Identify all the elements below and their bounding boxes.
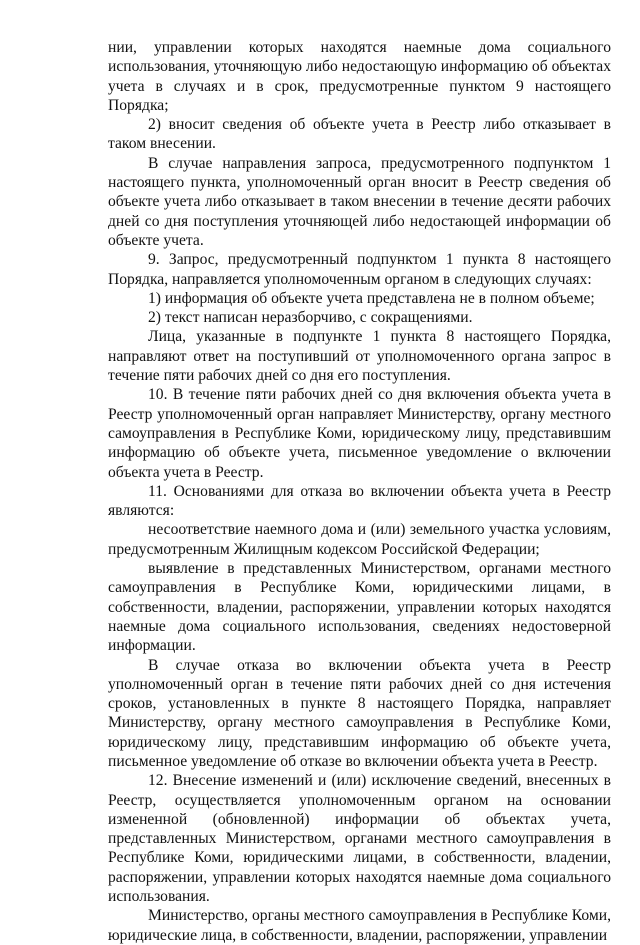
paragraph-item-2: 2) вносит сведения об объекте учета в Реестр либо отказывает в таком внесении.: [108, 116, 611, 153]
paragraph-response: Лица, указанные в подпункте 1 пункта 8 настоящего Порядка, направляют ответ на поступивший от уполномоченного органа запрос в течение пяти рабочих дней со дня его поступления.: [108, 328, 611, 385]
paragraph-ministry: Министерство, органы местного самоуправления в Республике Коми, юридические лица, в собственности, владении, распоряжении, управлении: [108, 907, 611, 944]
paragraph-clause-10: 10. В течение пяти рабочих дней со дня включения объекта учета в Реестр уполномоченный орган направляет Министерству, органу местного самоуправления в Республике Коми, юридическому лицу, представившим информацию об объекте учета, письменное уведомление о включении объекта учета в Реестр.: [108, 386, 611, 481]
paragraph-clause-11-reason-1: несоответствие наемного дома и (или) земельного участка условиям, предусмотренным Жилищным кодексом Российской Федерации;: [108, 521, 611, 558]
paragraph-clause-11: 11. Основаниями для отказа во включении объекта учета в Реестр являются:: [108, 482, 611, 520]
paragraph-clause-9: 9. Запрос, предусмотренный подпунктом 1 пункта 8 настоящего Порядка, направляется уполномоченным органом в следующих случаях:: [108, 251, 611, 288]
paragraph-clause-12: 12. Внесение изменений и (или) исключение сведений, внесенных в Реестр, осуществляется уполномоченным органом на основании измененной (обновленной) информации об объектах учета, представленных Министерством, органами местного самоуправления в Республике Коми, юридическими лицами, в собственности, владении, распоряжении, управлении которых находятся наемные дома социального использования.: [108, 772, 611, 906]
paragraph-refusal-notice: В случае отказа во включении объекта учета в Реестр уполномоченный орган в течение пяти рабочих дней со дня истечения сроков, установленных в пункте 8 настоящего Порядка, направляет Министерству, органу местного самоуправления в Республике Коми, юридическому лицу, представившим информацию об объекте учета, письменное уведомление об отказе во включении объекта учета в Реестр.: [108, 656, 611, 770]
paragraph-continuation: нии, управлении которых находятся наемные дома социального использования, уточняющую либо недостающую информацию об объектах учета в случаях и в срок, предусмотренные пунктом 9 настоящего Порядка;: [108, 39, 611, 114]
paragraph-clause-9-item-1: 1) информация об объекте учета представлена не в полном объеме;: [148, 289, 595, 307]
paragraph-request-case: В случае направления запроса, предусмотренного подпунктом 1 настоящего пункта, уполномоченный орган вносит в Реестр сведения об объекте учета либо отказывает в таком внесении в течение десяти рабочих дней со дня поступления уточняющей либо недостающей информации об объекте учета.: [108, 154, 611, 249]
document-body: [108, 38, 611, 945]
paragraph-clause-11-reason-2: выявление в представленных Министерством, органами местного самоуправления в Республике Коми, юридическими лицами, в собственности, владении, распоряжении, управлении которых находятся наемные дома социального использования, сведениях недостоверной информации.: [108, 560, 611, 655]
paragraph-clause-9-item-2: 2) текст написан неразборчиво, с сокращениями.: [148, 309, 473, 327]
